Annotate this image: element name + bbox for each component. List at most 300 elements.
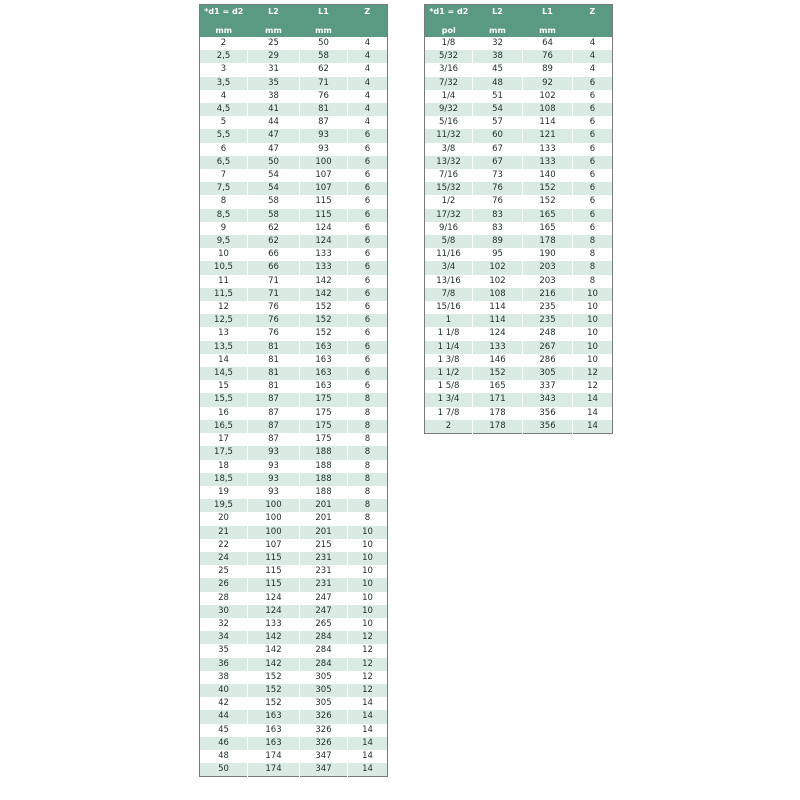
cell-z: 6 [348,248,388,261]
cell-l2: 45 [473,63,523,76]
metric-table-body [200,37,388,777]
cell-l1: 347 [300,750,348,763]
cell-l1: 93 [300,129,348,142]
table-row [200,182,388,195]
cell-z: 4 [348,37,388,50]
cell-z: 12 [573,367,613,380]
table-row [200,710,388,723]
table-row [200,526,388,539]
cell-z: 8 [348,499,388,512]
cell-l1: 107 [300,182,348,195]
cell-l2: 142 [248,658,300,671]
cell-l2: 67 [473,143,523,156]
cell-d1-d2: 7/8 [425,288,473,301]
cell-l1: 133 [523,143,573,156]
table-row [425,235,613,248]
cell-l2: 62 [248,235,300,248]
cell-l2: 58 [248,195,300,208]
cell-l1: 235 [523,301,573,314]
cell-l1: 248 [523,327,573,340]
cell-l2: 83 [473,222,523,235]
cell-l2: 165 [473,380,523,393]
cell-l1: 203 [523,275,573,288]
cell-l1: 100 [300,156,348,169]
cell-d1-d2: 7 [200,169,248,182]
cell-l1: 121 [523,129,573,142]
cell-d1-d2: 10,5 [200,261,248,274]
cell-d1-d2: 12,5 [200,314,248,327]
cell-l1: 284 [300,631,348,644]
cell-z: 4 [573,50,613,63]
cell-l2: 93 [248,473,300,486]
cell-z: 6 [573,90,613,103]
cell-d1-d2: 17,5 [200,446,248,459]
table-row [200,222,388,235]
cell-l1: 152 [300,327,348,340]
cell-d1-d2: 2 [425,420,473,434]
cell-d1-d2: 35 [200,644,248,657]
table-row [200,658,388,671]
cell-z: 6 [348,156,388,169]
cell-l2: 35 [248,77,300,90]
table-row [425,222,613,235]
cell-l2: 73 [473,169,523,182]
cell-d1-d2: 40 [200,684,248,697]
table-row [425,288,613,301]
cell-l1: 92 [523,77,573,90]
cell-d1-d2: 4 [200,90,248,103]
cell-l1: 163 [300,341,348,354]
table-row [200,499,388,512]
table-row [425,77,613,90]
cell-l2: 60 [473,129,523,142]
cell-z: 6 [348,354,388,367]
table-row [200,37,388,50]
cell-d1-d2: 3/16 [425,63,473,76]
cell-l2: 124 [248,605,300,618]
cell-l1: 50 [300,37,348,50]
cell-l1: 64 [523,37,573,50]
cell-z: 6 [348,314,388,327]
cell-d1-d2: 9/16 [425,222,473,235]
cell-z: 6 [573,182,613,195]
cell-z: 4 [348,90,388,103]
cell-d1-d2: 2,5 [200,50,248,63]
cell-d1-d2: 1 3/4 [425,393,473,406]
table-row [425,156,613,169]
cell-l1: 203 [523,261,573,274]
cell-d1-d2: 38 [200,671,248,684]
header-d1-d2: *d1 = d2 [425,5,473,26]
cell-d1-d2: 36 [200,658,248,671]
cell-d1-d2: 15/32 [425,182,473,195]
cell-d1-d2: 3,5 [200,77,248,90]
cell-l2: 67 [473,156,523,169]
table-row [200,261,388,274]
cell-l1: 152 [523,182,573,195]
cell-z: 12 [348,644,388,657]
cell-l2: 107 [248,539,300,552]
cell-z: 4 [348,103,388,116]
cell-l2: 178 [473,407,523,420]
table-row [200,235,388,248]
cell-d1-d2: 5,5 [200,129,248,142]
table-row [200,446,388,459]
cell-d1-d2: 13,5 [200,341,248,354]
cell-d1-d2: 6 [200,143,248,156]
cell-l2: 163 [248,724,300,737]
table-row [425,90,613,103]
cell-d1-d2: 17 [200,433,248,446]
cell-l2: 62 [248,222,300,235]
table-row [200,195,388,208]
cell-d1-d2: 5/16 [425,116,473,129]
cell-l1: 163 [300,380,348,393]
table-row [200,631,388,644]
cell-l1: 115 [300,195,348,208]
table-row [200,697,388,710]
cell-l2: 54 [248,169,300,182]
table-row [200,644,388,657]
cell-d1-d2: 20 [200,512,248,525]
cell-l2: 87 [248,420,300,433]
table-row [200,737,388,750]
cell-l2: 71 [248,288,300,301]
cell-d1-d2: 16 [200,407,248,420]
cell-l2: 152 [248,697,300,710]
cell-l2: 152 [473,367,523,380]
cell-l1: 58 [300,50,348,63]
cell-z: 8 [573,235,613,248]
cell-l2: 95 [473,248,523,261]
cell-d1-d2: 30 [200,605,248,618]
cell-z: 6 [348,367,388,380]
cell-l2: 102 [473,275,523,288]
cell-d1-d2: 17/32 [425,209,473,222]
cell-z: 10 [348,618,388,631]
cell-d1-d2: 25 [200,565,248,578]
cell-l2: 174 [248,763,300,777]
cell-d1-d2: 11,5 [200,288,248,301]
table-row [200,248,388,261]
cell-z: 6 [573,169,613,182]
cell-d1-d2: 5/8 [425,235,473,248]
table-row [200,327,388,340]
cell-z: 6 [348,341,388,354]
cell-l2: 29 [248,50,300,63]
cell-z: 10 [348,526,388,539]
cell-z: 14 [348,724,388,737]
cell-l2: 81 [248,341,300,354]
table-row [425,314,613,327]
cell-l2: 100 [248,526,300,539]
table-row [200,578,388,591]
cell-l2: 66 [248,261,300,274]
cell-l1: 81 [300,103,348,116]
cell-l2: 66 [248,248,300,261]
cell-z: 8 [348,420,388,433]
cell-d1-d2: 5/32 [425,50,473,63]
cell-l1: 165 [523,209,573,222]
table-row [200,380,388,393]
cell-d1-d2: 5 [200,116,248,129]
cell-z: 8 [573,248,613,261]
table-row [425,103,613,116]
table-row [200,129,388,142]
table-row [425,261,613,274]
table-row [425,209,613,222]
cell-l2: 81 [248,367,300,380]
cell-d1-d2: 26 [200,578,248,591]
cell-z: 4 [573,37,613,50]
table-row [200,301,388,314]
cell-z: 10 [348,592,388,605]
cell-l2: 38 [473,50,523,63]
cell-z: 10 [348,605,388,618]
cell-d1-d2: 19,5 [200,499,248,512]
cell-z: 6 [348,209,388,222]
cell-l1: 305 [523,367,573,380]
cell-l1: 231 [300,578,348,591]
cell-l1: 140 [523,169,573,182]
cell-d1-d2: 13/32 [425,156,473,169]
cell-l1: 265 [300,618,348,631]
table-row [200,460,388,473]
table-row [425,393,613,406]
cell-z: 6 [348,301,388,314]
cell-z: 8 [348,486,388,499]
cell-z: 10 [573,354,613,367]
cell-l2: 87 [248,393,300,406]
cell-l1: 175 [300,393,348,406]
cell-d1-d2: 2 [200,37,248,50]
table-row [200,77,388,90]
cell-d1-d2: 1 3/8 [425,354,473,367]
cell-d1-d2: 14,5 [200,367,248,380]
cell-l1: 152 [300,314,348,327]
cell-z: 8 [348,393,388,406]
cell-d1-d2: 10 [200,248,248,261]
cell-l1: 76 [523,50,573,63]
cell-l1: 152 [300,301,348,314]
cell-l1: 247 [300,605,348,618]
cell-l2: 76 [248,301,300,314]
cell-z: 6 [348,143,388,156]
cell-l2: 100 [248,499,300,512]
cell-d1-d2: 14 [200,354,248,367]
cell-l1: 107 [300,169,348,182]
cell-d1-d2: 11/16 [425,248,473,261]
cell-z: 6 [348,182,388,195]
cell-l2: 31 [248,63,300,76]
cell-l1: 142 [300,288,348,301]
cell-d1-d2: 15,5 [200,393,248,406]
table-row [200,486,388,499]
cell-z: 6 [348,222,388,235]
cell-l1: 175 [300,433,348,446]
unit-l1: mm [523,25,573,37]
cell-l2: 133 [248,618,300,631]
cell-d1-d2: 42 [200,697,248,710]
cell-z: 8 [348,433,388,446]
table-row [200,169,388,182]
cell-l2: 47 [248,143,300,156]
table-row [200,618,388,631]
cell-l2: 114 [473,314,523,327]
cell-z: 10 [348,578,388,591]
cell-l1: 337 [523,380,573,393]
cell-d1-d2: 13 [200,327,248,340]
cell-l2: 152 [248,684,300,697]
cell-l1: 163 [300,354,348,367]
cell-l2: 81 [248,380,300,393]
cell-d1-d2: 1 [425,314,473,327]
cell-d1-d2: 9,5 [200,235,248,248]
cell-z: 10 [348,539,388,552]
cell-l2: 152 [248,671,300,684]
cell-l2: 115 [248,565,300,578]
table-row [200,90,388,103]
inch-table-body [425,37,613,434]
cell-d1-d2: 44 [200,710,248,723]
cell-z: 10 [348,552,388,565]
cell-l1: 235 [523,314,573,327]
cell-d1-d2: 22 [200,539,248,552]
cell-l2: 114 [473,301,523,314]
cell-l1: 152 [523,195,573,208]
cell-l2: 76 [248,314,300,327]
table-row [425,248,613,261]
cell-z: 14 [348,750,388,763]
cell-z: 14 [573,420,613,434]
table-row [200,367,388,380]
cell-d1-d2: 18,5 [200,473,248,486]
cell-l1: 115 [300,209,348,222]
cell-d1-d2: 8 [200,195,248,208]
header-l2: L2 [473,5,523,26]
cell-z: 8 [348,512,388,525]
cell-z: 10 [573,288,613,301]
cell-l1: 87 [300,116,348,129]
cell-l1: 356 [523,407,573,420]
cell-l1: 326 [300,710,348,723]
table-row [425,341,613,354]
cell-l2: 51 [473,90,523,103]
cell-l1: 89 [523,63,573,76]
cell-d1-d2: 11 [200,275,248,288]
cell-z: 4 [348,77,388,90]
table-row [425,182,613,195]
table-row [200,275,388,288]
cell-d1-d2: 45 [200,724,248,737]
cell-d1-d2: 7/16 [425,169,473,182]
cell-l1: 188 [300,473,348,486]
cell-l2: 57 [473,116,523,129]
header-l1: L1 [300,5,348,26]
table-row [200,671,388,684]
table-row [200,684,388,697]
table-row [425,129,613,142]
cell-l1: 305 [300,671,348,684]
cell-z: 8 [348,446,388,459]
header-l2: L2 [248,5,300,26]
cell-z: 10 [573,314,613,327]
cell-z: 6 [348,195,388,208]
cell-l1: 201 [300,512,348,525]
cell-l1: 305 [300,684,348,697]
table-row [200,50,388,63]
cell-z: 10 [573,327,613,340]
table-row [200,605,388,618]
table-row [200,341,388,354]
cell-d1-d2: 50 [200,763,248,777]
cell-d1-d2: 7,5 [200,182,248,195]
header-z: Z [573,5,613,38]
unit-l2: mm [248,25,300,37]
cell-z: 6 [348,327,388,340]
cell-l1: 343 [523,393,573,406]
cell-z: 6 [348,288,388,301]
cell-l2: 44 [248,116,300,129]
cell-d1-d2: 15 [200,380,248,393]
cell-l1: 114 [523,116,573,129]
cell-d1-d2: 9/32 [425,103,473,116]
cell-l2: 54 [248,182,300,195]
cell-d1-d2: 12 [200,301,248,314]
table-row [200,103,388,116]
cell-l1: 286 [523,354,573,367]
cell-l1: 108 [523,103,573,116]
cell-d1-d2: 8,5 [200,209,248,222]
cell-z: 12 [573,380,613,393]
cell-d1-d2: 1/8 [425,37,473,50]
header-l1: L1 [523,5,573,26]
cell-l1: 188 [300,446,348,459]
cell-z: 10 [573,301,613,314]
table-row [425,301,613,314]
cell-d1-d2: 21 [200,526,248,539]
cell-l1: 133 [300,248,348,261]
cell-l1: 326 [300,724,348,737]
cell-l2: 102 [473,261,523,274]
cell-z: 8 [573,261,613,274]
cell-d1-d2: 32 [200,618,248,631]
unit-l1: mm [300,25,348,37]
table-row [200,473,388,486]
cell-l2: 108 [473,288,523,301]
cell-d1-d2: 48 [200,750,248,763]
table-row [425,367,613,380]
cell-d1-d2: 1 5/8 [425,380,473,393]
cell-l1: 71 [300,77,348,90]
cell-l1: 175 [300,407,348,420]
unit-d1-d2: pol [425,25,473,37]
cell-l1: 201 [300,499,348,512]
table-row [425,275,613,288]
cell-l2: 58 [248,209,300,222]
table-row [200,539,388,552]
cell-l1: 124 [300,235,348,248]
cell-z: 8 [573,275,613,288]
cell-z: 6 [573,103,613,116]
cell-z: 6 [573,222,613,235]
cell-l2: 50 [248,156,300,169]
cell-z: 4 [348,116,388,129]
cell-l1: 142 [300,275,348,288]
cell-d1-d2: 18 [200,460,248,473]
cell-z: 6 [348,275,388,288]
cell-z: 14 [348,763,388,777]
